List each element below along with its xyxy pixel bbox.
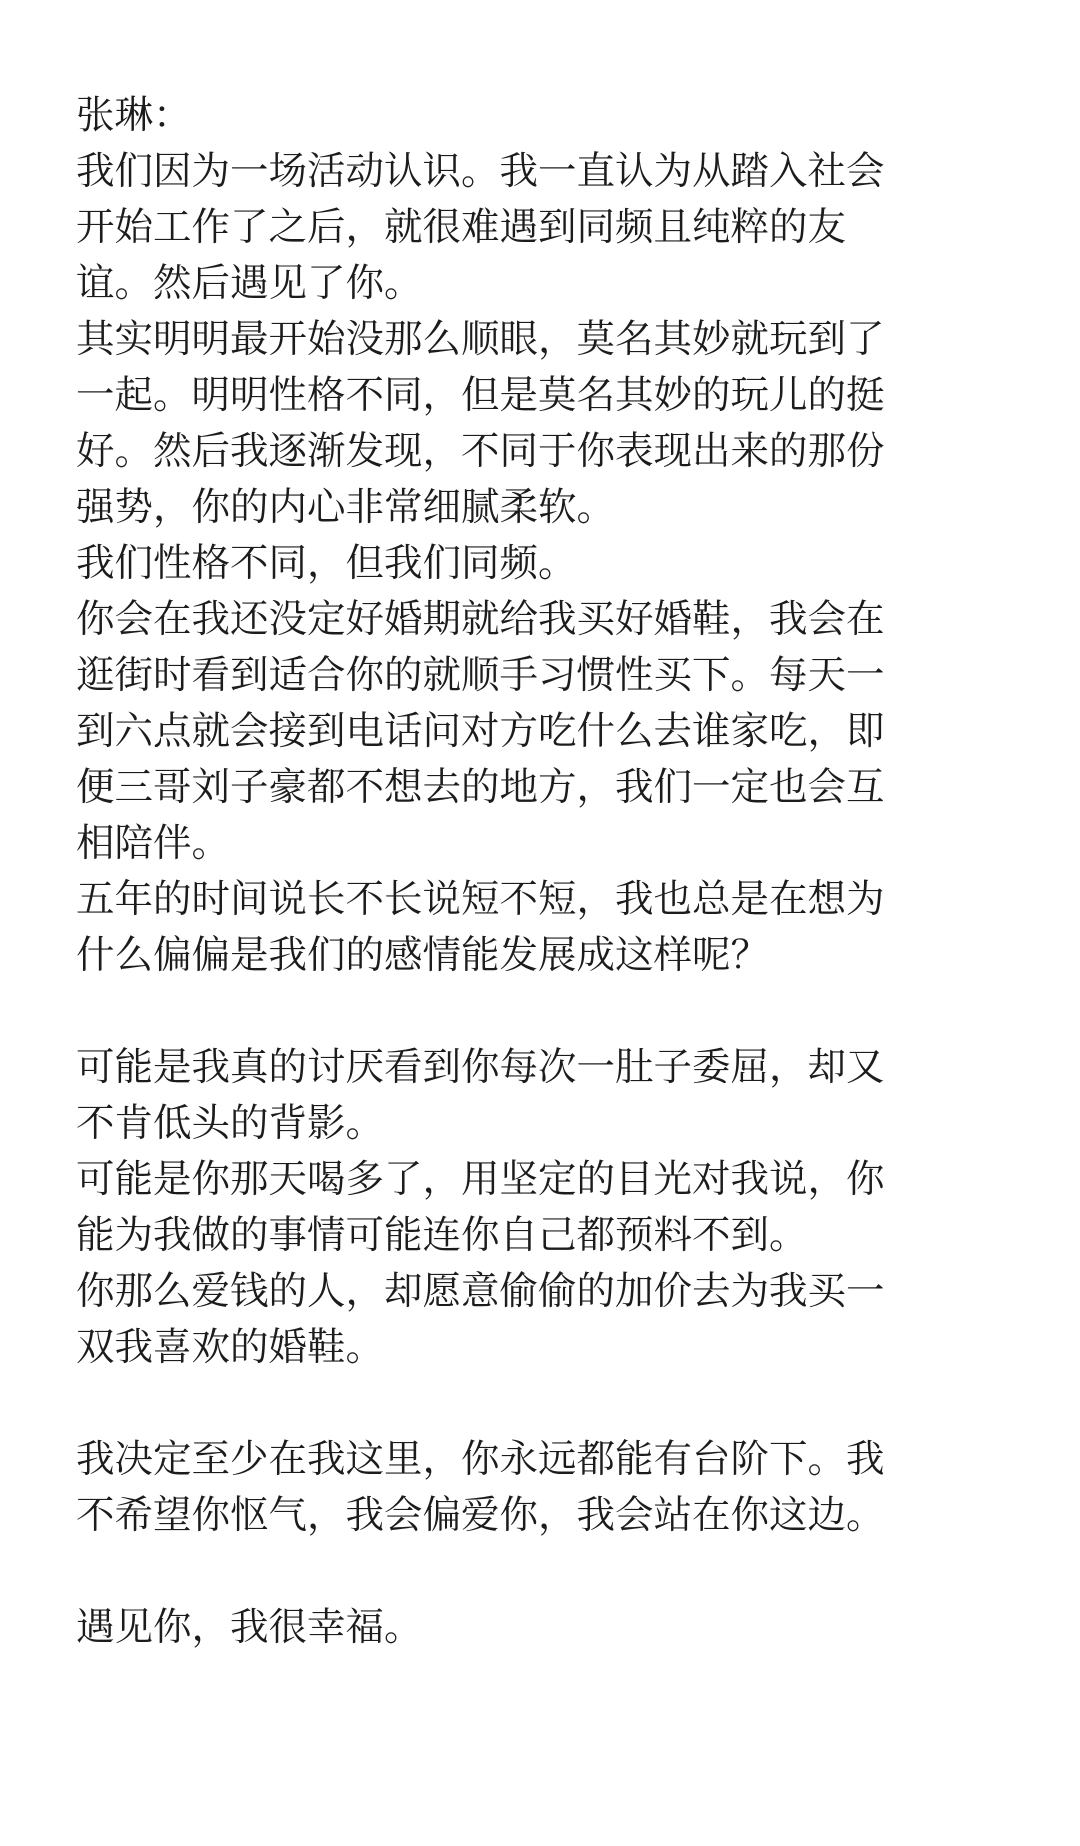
text-line: 到六点就会接到电话问对方吃什么去谁家吃，即 [76, 709, 885, 754]
text-line: 不肯低头的背影。 [76, 1101, 385, 1146]
text-line: 你那么爱钱的人，却愿意偷偷的加价去为我买一 [76, 1269, 885, 1314]
text-line: 能为我做的事情可能连你自己都预料不到。 [76, 1213, 808, 1258]
text-line: 五年的时间说长不长说短不短，我也总是在想为 [76, 877, 885, 922]
salutation: 张琳： [76, 93, 192, 138]
paragraph-spacer [76, 1376, 1016, 1432]
text-line: 便三哥刘子豪都不想去的地方，我们一定也会互 [76, 765, 885, 810]
text-line: 可能是我真的讨厌看到你每次一肚子委屈，却又 [76, 1045, 885, 1090]
text-line: 相陪伴。 [76, 821, 231, 866]
text-line: 谊。然后遇见了你。 [76, 261, 423, 306]
text-line: 什么偏偏是我们的感情能发展成这样呢？ [76, 933, 770, 978]
paragraph-spacer [76, 984, 1016, 1040]
text-line: 不希望你怄气，我会偏爱你，我会站在你这边。 [76, 1493, 885, 1538]
text-line: 一起。明明性格不同，但是莫名其妙的玩儿的挺 [76, 373, 885, 418]
paragraph-spacer [76, 1544, 1016, 1600]
text-line: 可能是你那天喝多了，用坚定的目光对我说，你 [76, 1157, 885, 1202]
text-line: 双我喜欢的婚鞋。 [76, 1325, 385, 1370]
text-line: 开始工作了之后，就很难遇到同频且纯粹的友 [76, 205, 847, 250]
text-line: 我们因为一场活动认识。我一直认为从踏入社会 [76, 149, 885, 194]
text-line: 你会在我还没定好婚期就给我买好婚鞋，我会在 [76, 597, 885, 642]
text-line: 我们性格不同，但我们同频。 [76, 541, 577, 586]
text-line: 好。然后我逐渐发现，不同于你表现出来的那份 [76, 429, 885, 474]
text-line: 我决定至少在我这里，你永远都能有台阶下。我 [76, 1437, 885, 1482]
text-line: 强势，你的内心非常细腻柔软。 [76, 485, 616, 530]
text-line: 逛街时看到适合你的就顺手习惯性买下。每天一 [76, 653, 885, 698]
text-line: 其实明明最开始没那么顺眼，莫名其妙就玩到了 [76, 317, 885, 362]
closing-line: 遇见你，我很幸福。 [76, 1605, 423, 1650]
